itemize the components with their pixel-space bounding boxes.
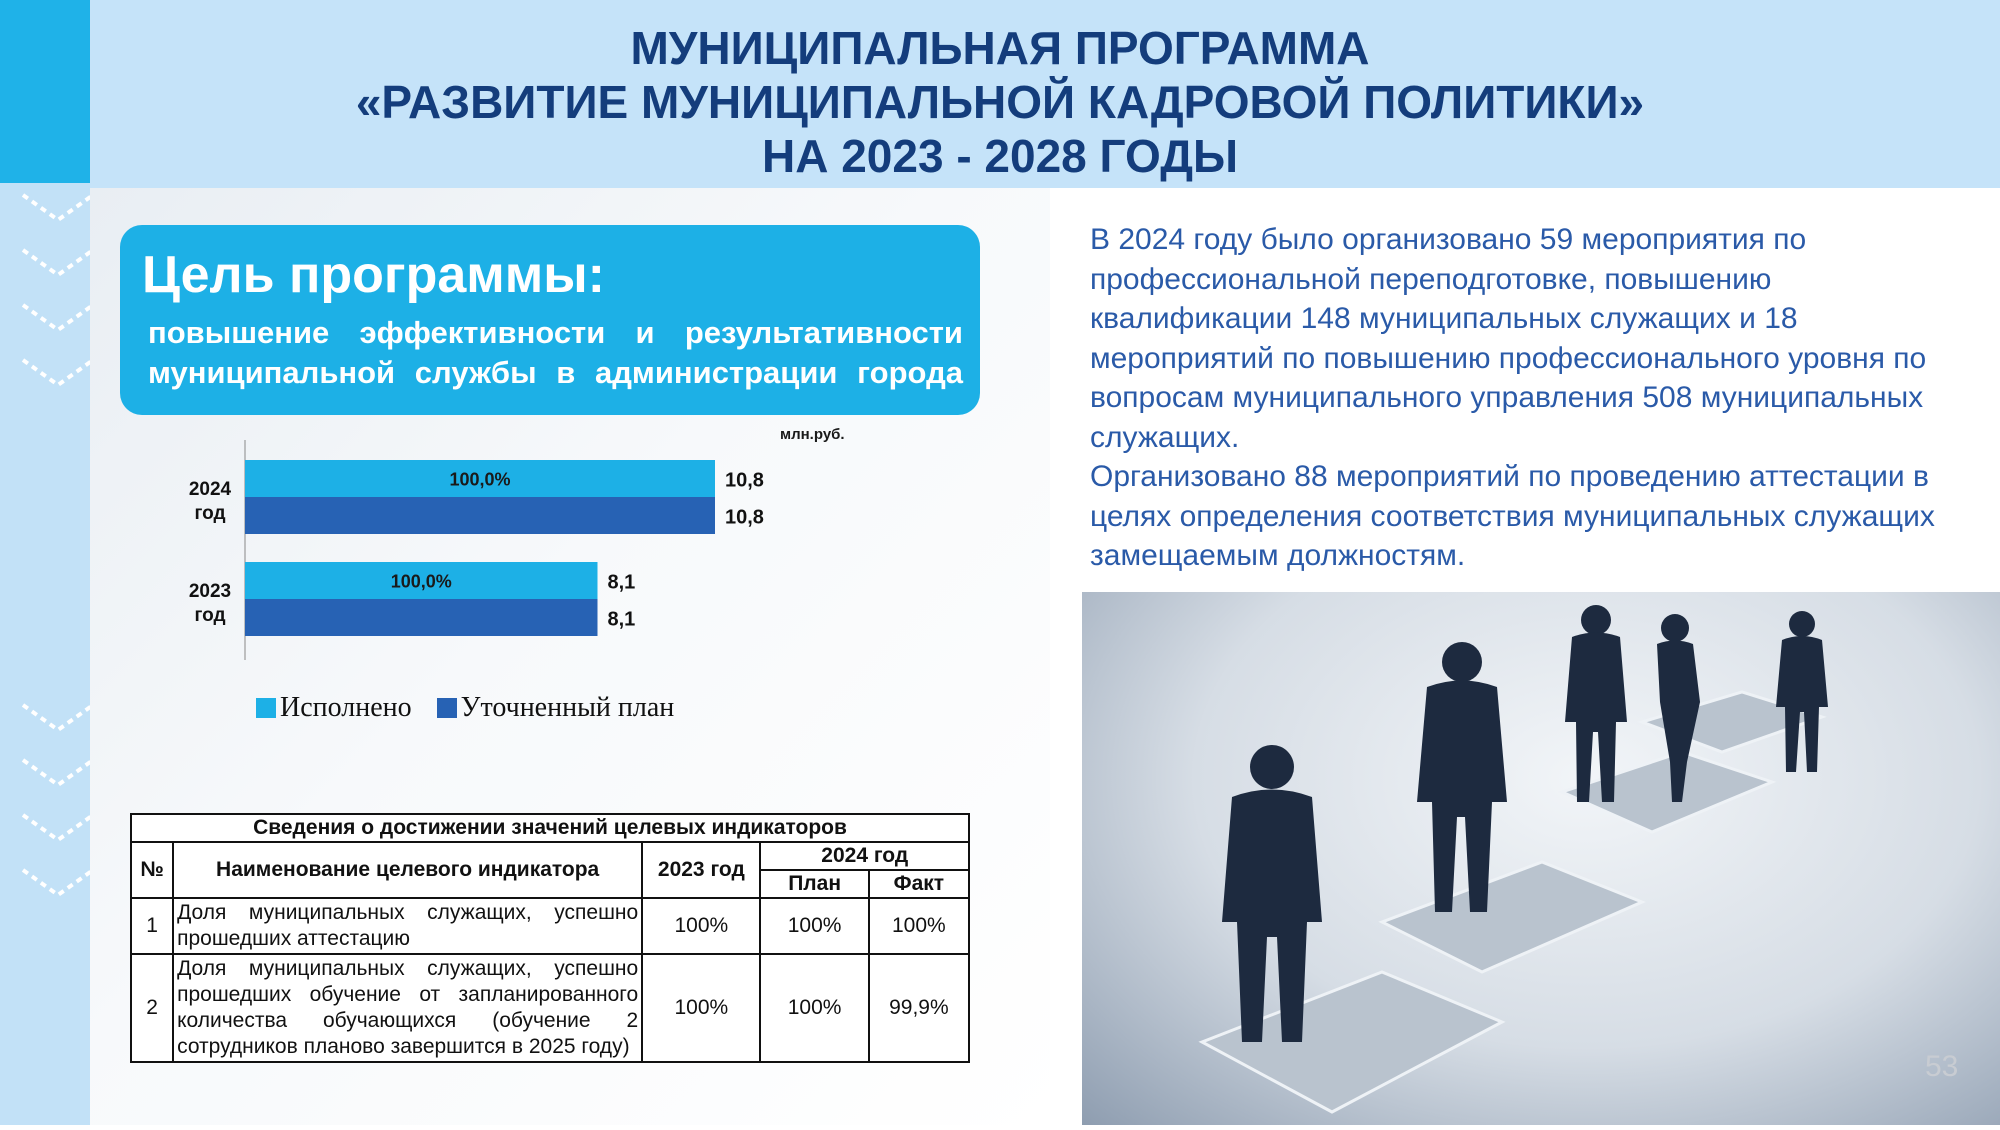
bar-value-label: 10,8	[725, 506, 764, 529]
category-label: 2023	[188, 581, 232, 602]
summary-paragraph: Организовано 88 мероприятий по проведению аттестации в целях определения соответствия муниципальных служащих замещаемым должностям.	[1090, 460, 1935, 572]
row-plan: 100%	[760, 898, 868, 954]
people-puzzle-illustration	[1082, 592, 2000, 1125]
row-num: 1	[131, 898, 173, 954]
header-fact: Факт	[869, 870, 969, 898]
legend-label-done: Исполнено	[280, 692, 412, 723]
business-people-image	[1082, 592, 2000, 1125]
percent-label: 100,0%	[390, 571, 452, 592]
page-title-line1: МУНИЦИПАЛЬНАЯ ПРОГРАММА	[630, 22, 1370, 74]
chart-legend	[256, 692, 692, 726]
bar-value-label: 10,8	[725, 469, 764, 492]
category-label: год	[194, 605, 226, 626]
table-row	[131, 898, 969, 954]
goal-title: Цель программы:	[142, 246, 605, 304]
percent-label: 100,0%	[449, 469, 511, 490]
indicators-table	[130, 813, 970, 1063]
category-label: 2024	[188, 479, 232, 500]
table-title: Сведения о достижении значений целевых индикаторов	[131, 814, 969, 842]
header-2023: 2023 год	[642, 842, 760, 898]
row-plan: 100%	[760, 954, 868, 1062]
row-name: Доля муниципальных служащих, успешно прошедших обучение от запланированного количества обучающихся (обучение 2 сотрудников планово завершится в 2025 году)	[173, 954, 642, 1062]
bar	[245, 599, 598, 636]
header-num: №	[131, 842, 173, 898]
page-number: 53	[1925, 1050, 1959, 1083]
summary-paragraph: В 2024 году было организовано 59 мероприятия по профессиональной переподготовке, повышению квалификации 148 муниципальных служащих и 18 мероприятий по повышению профессионального уровня по вопросам муниципального управления 508 муниципальных служащих.	[1090, 223, 1927, 454]
header-plan: План	[760, 870, 868, 898]
category-label: год	[194, 503, 226, 524]
goal-box	[120, 225, 980, 415]
legend-item-done	[256, 692, 412, 724]
bar-value-label: 8,1	[607, 608, 636, 631]
page-title-line3: НА 2023 - 2028 ГОДЫ	[762, 130, 1238, 182]
legend-swatch-plan	[437, 698, 457, 718]
table-header-row	[131, 842, 969, 870]
chart-unit-label: млн.руб.	[780, 426, 845, 443]
header-2024: 2024 год	[760, 842, 969, 870]
goal-text: повышение эффективности и результативности муниципальной службы в администрации города	[148, 315, 963, 390]
header-name: Наименование целевого индикатора	[173, 842, 642, 898]
legend-swatch-done	[256, 698, 276, 718]
row-fact: 99,9%	[869, 954, 969, 1062]
page-title-line2: «РАЗВИТИЕ МУНИЦИПАЛЬНОЙ КАДРОВОЙ ПОЛИТИКИ»	[355, 76, 1645, 128]
table-title-row	[131, 814, 969, 842]
row-2023: 100%	[642, 954, 760, 1062]
table-row	[131, 954, 969, 1062]
legend-item-plan	[437, 692, 675, 724]
row-2023: 100%	[642, 898, 760, 954]
legend-label-plan: Уточненный план	[460, 692, 675, 723]
row-num: 2	[131, 954, 173, 1062]
summary-text	[1090, 220, 1960, 576]
bar	[245, 497, 715, 534]
left-decor-accent	[0, 0, 90, 183]
row-fact: 100%	[869, 898, 969, 954]
bar-value-label: 8,1	[607, 571, 636, 594]
row-name: Доля муниципальных служащих, успешно прошедших аттестацию	[173, 898, 642, 954]
